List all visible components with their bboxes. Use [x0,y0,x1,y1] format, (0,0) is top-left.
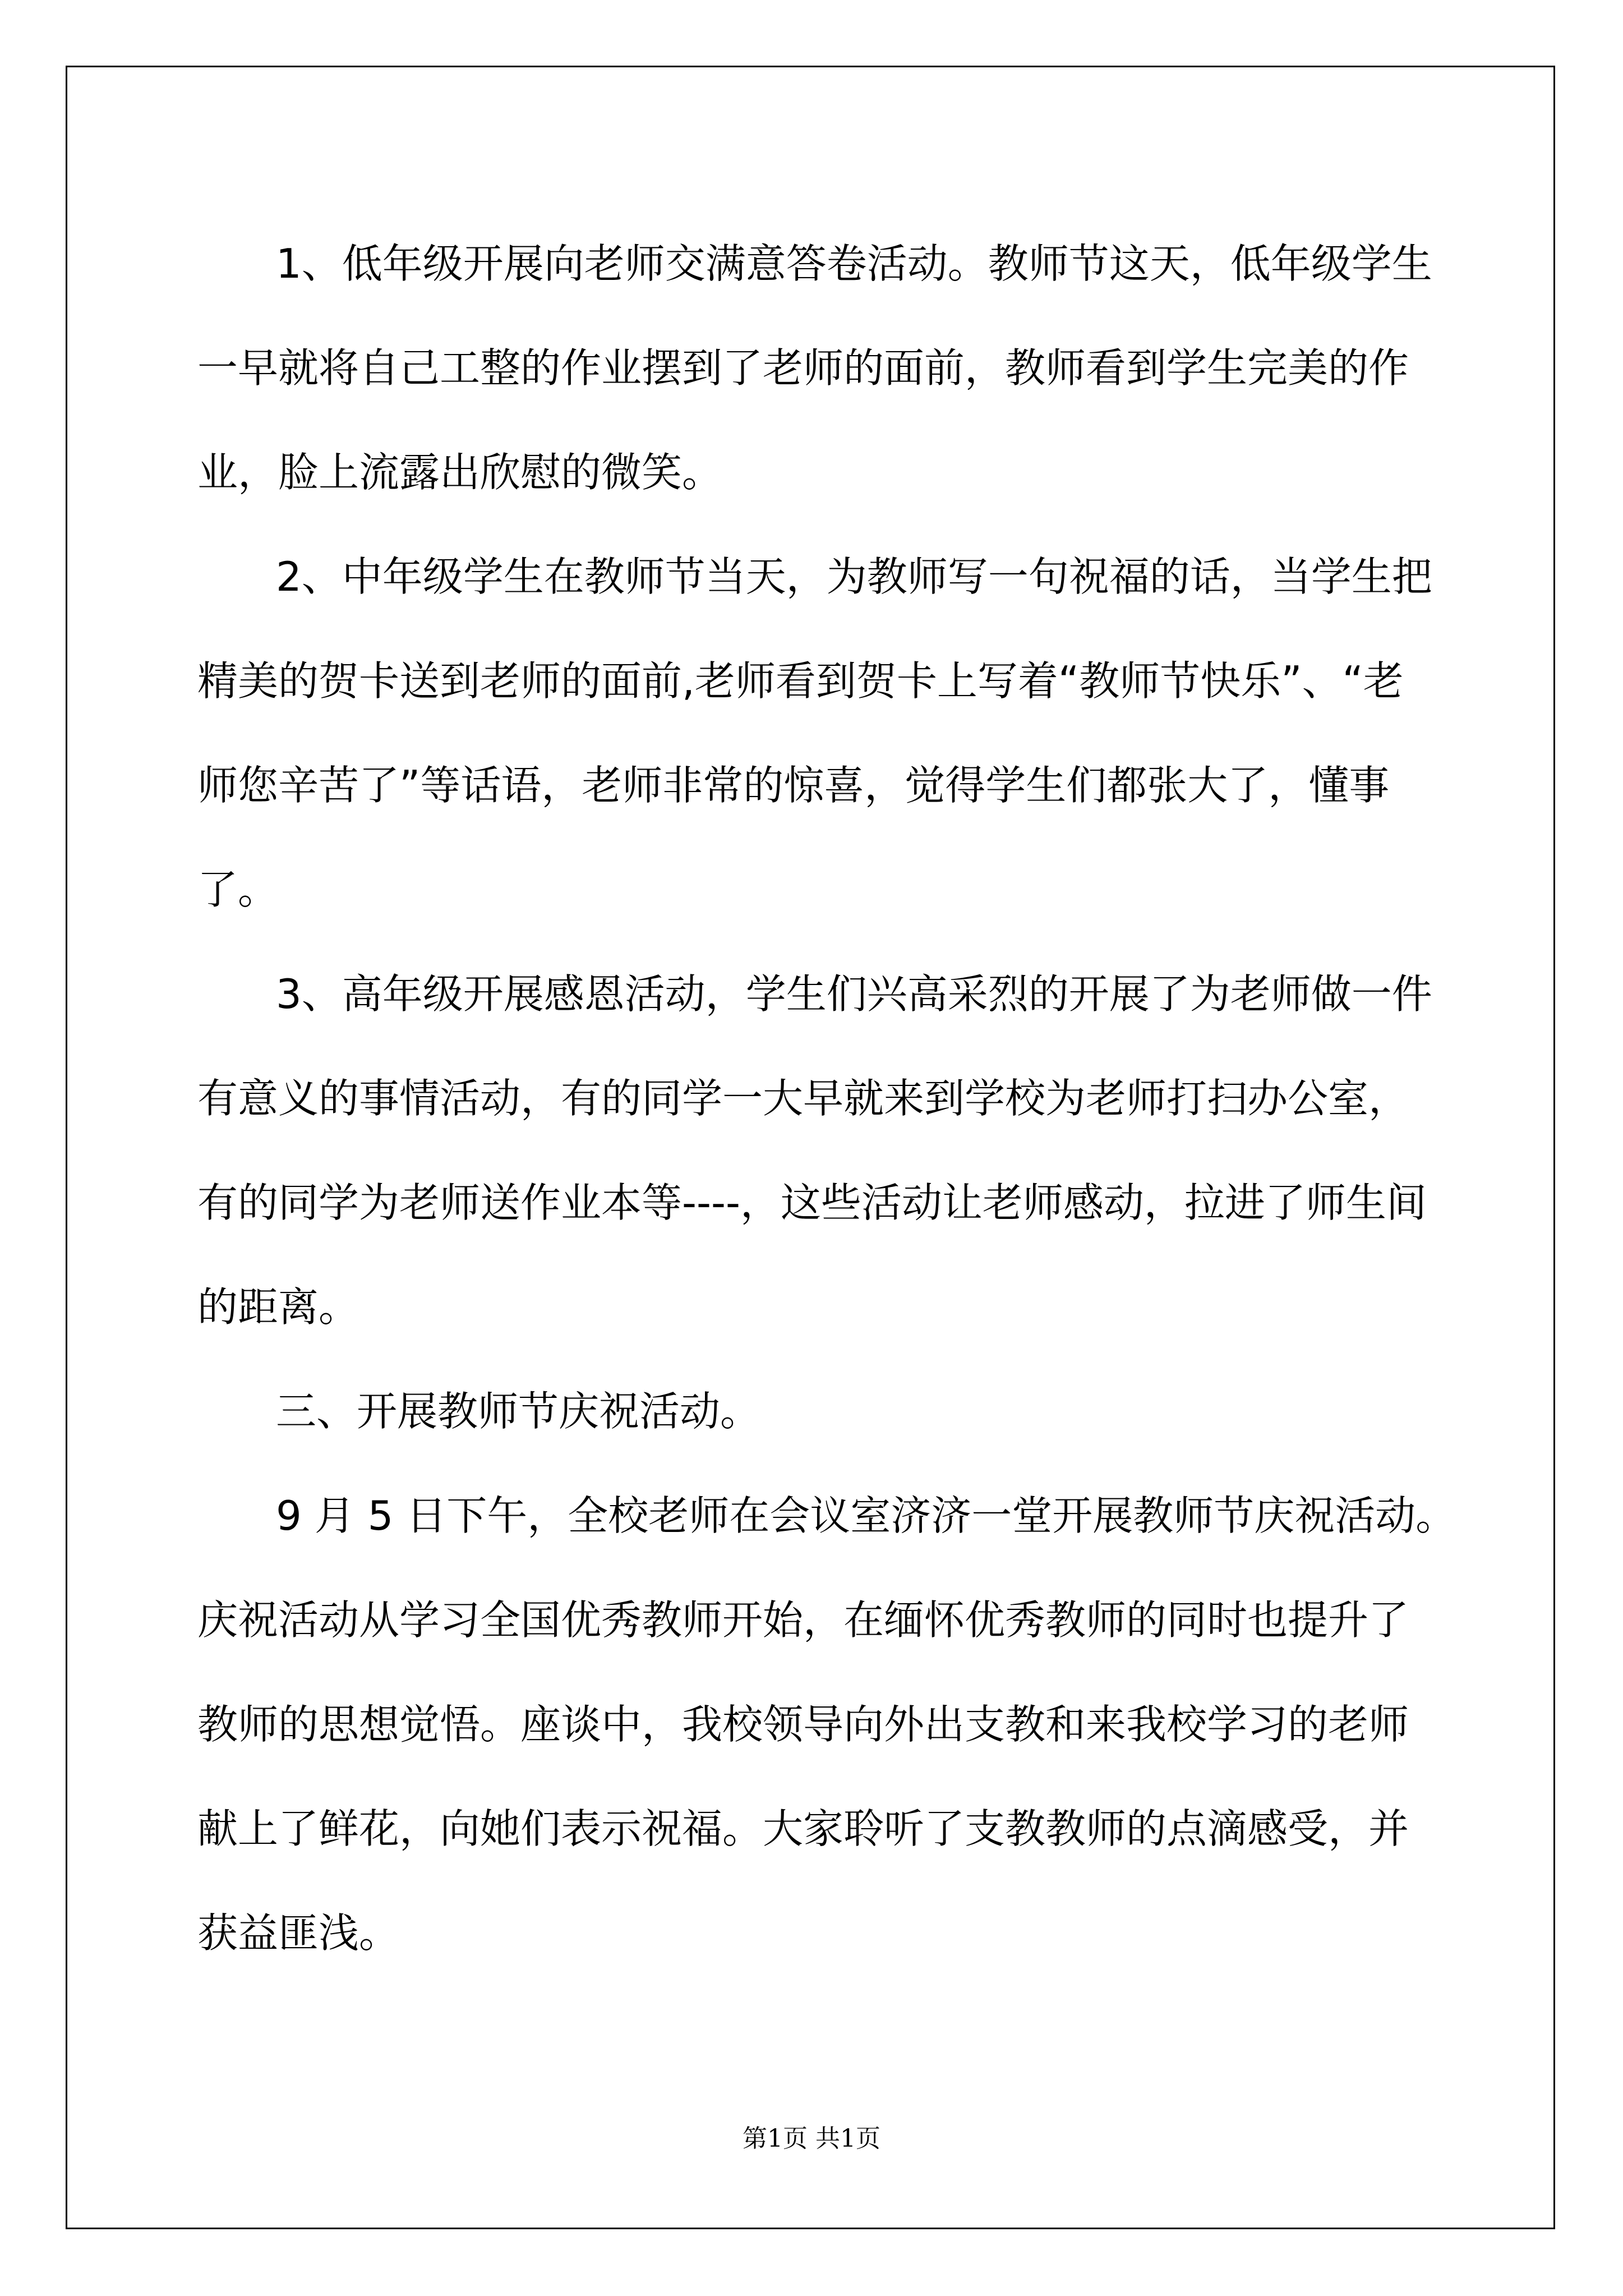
text-line: 庆祝活动从学习全国优秀教师开始，在缅怀优秀教师的同时也提升了 [197,1596,1409,1644]
page-number-footer: 第1页 共1页 [743,2124,880,2153]
text-line: 3、高年级开展感恩活动，学生们兴高采烈的开展了为老师做一件 [276,970,1432,1018]
text-line: 的距离。 [197,1283,359,1331]
text-line: 2、中年级学生在教师节当天，为教师写一句祝福的话，当学生把 [276,553,1432,600]
text-line: 献上了鲜花，向她们表示祝福。大家聆听了支教教师的点滴感受，并 [197,1805,1409,1852]
text-line: 一早就将自己工整的作业摆到了老师的面前，教师看到学生完美的作 [197,344,1409,392]
text-line: 有的同学为老师送作业本等----，这些活动让老师感动，拉进了师生间 [197,1179,1427,1226]
text-line: 获益匪浅。 [197,1910,400,1957]
text-line: 师您辛苦了”等话语，老师非常的惊喜，觉得学生们都张大了，懂事 [197,762,1390,809]
text-line: 业，脸上流露出欣慰的微笑。 [197,449,723,496]
text-line: 精美的贺卡送到老师的面前,老师看到贺卡上写着“教师节快乐”、“老 [197,657,1404,705]
text-line: 教师的思想觉悟。座谈中，我校领导向外出支教和来我校学习的老师 [197,1701,1409,1748]
text-line: 9 月 5 日下午，全校老师在会议室济济一堂开展教师节庆祝活动。 [276,1492,1456,1539]
document-body [197,211,1467,1985]
text-line: 有意义的事情活动，有的同学一大早就来到学校为老师打扫办公室， [197,1075,1409,1122]
text-line: 了。 [197,866,279,913]
text-line: 1、低年级开展向老师交满意答卷活动。教师节这天，低年级学生 [276,240,1432,287]
section-heading: 三、开展教师节庆祝活动。 [276,1388,761,1435]
